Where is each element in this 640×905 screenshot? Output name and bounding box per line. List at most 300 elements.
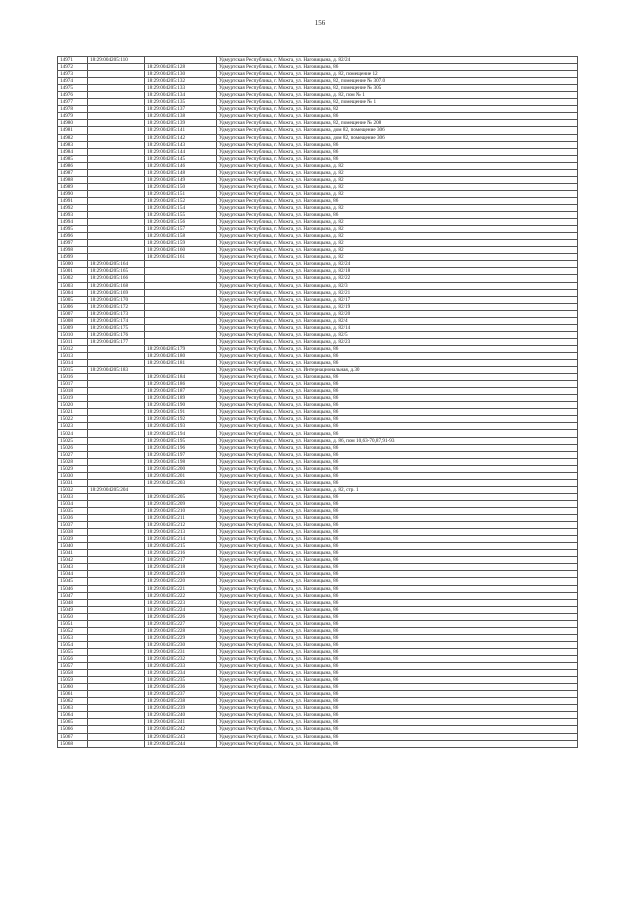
table-row bbox=[58, 705, 578, 712]
address-cell: Удмуртская Республика, г. Можга, ул. Наговицына, 86 bbox=[217, 740, 578, 747]
row-number-cell: 15050 bbox=[58, 613, 88, 620]
object-number-cell: 18:29:004205:130 bbox=[145, 71, 217, 78]
object-number-cell: 18:29:004205:145 bbox=[145, 155, 217, 162]
object-number-cell: 18:29:004205:201 bbox=[145, 472, 217, 479]
parcel-number-cell bbox=[88, 226, 145, 233]
object-number-cell: 18:29:004205:161 bbox=[145, 254, 217, 261]
address-cell: Удмуртская Республика, г. Можга, ул. Наговицына, 86 bbox=[217, 705, 578, 712]
address-cell: Удмуртская Республика, г. Можга, ул. Наговицына, 86 bbox=[217, 395, 578, 402]
row-number-cell: 15066 bbox=[58, 726, 88, 733]
object-number-cell: 18:29:004205:132 bbox=[145, 78, 217, 85]
row-number-cell: 14977 bbox=[58, 99, 88, 106]
row-number-cell: 15045 bbox=[58, 578, 88, 585]
address-cell: Удмуртская Республика, г. Можга, ул. Наговицына, 86 bbox=[217, 733, 578, 740]
parcel-number-cell bbox=[88, 134, 145, 141]
address-cell: Удмуртская Республика, г. Можга, ул. Наговицына, 86 bbox=[217, 381, 578, 388]
row-number-cell: 15009 bbox=[58, 324, 88, 331]
object-number-cell: 18:29:004205:198 bbox=[145, 458, 217, 465]
row-number-cell: 15034 bbox=[58, 500, 88, 507]
table-row bbox=[58, 296, 578, 303]
row-number-cell: 15024 bbox=[58, 430, 88, 437]
parcel-number-cell bbox=[88, 113, 145, 120]
parcel-number-cell bbox=[88, 204, 145, 211]
table-row bbox=[58, 648, 578, 655]
object-number-cell: 18:29:004205:210 bbox=[145, 508, 217, 515]
object-number-cell: 18:29:004205:212 bbox=[145, 522, 217, 529]
object-number-cell: 18:29:004205:142 bbox=[145, 134, 217, 141]
table-row bbox=[58, 268, 578, 275]
table-row bbox=[58, 529, 578, 536]
parcel-number-cell: 18:29:004205:168 bbox=[88, 282, 145, 289]
address-cell: Удмуртская Республика, г. Можга, ул. Наговицына, 86 bbox=[217, 543, 578, 550]
parcel-number-cell bbox=[88, 190, 145, 197]
parcel-number-cell bbox=[88, 733, 145, 740]
object-number-cell: 18:29:004205:152 bbox=[145, 197, 217, 204]
parcel-number-cell bbox=[88, 515, 145, 522]
object-number-cell: 18:29:004205:146 bbox=[145, 162, 217, 169]
parcel-number-cell: 18:29:004205:183 bbox=[88, 367, 145, 374]
row-number-cell: 15013 bbox=[58, 352, 88, 359]
parcel-number-cell bbox=[88, 508, 145, 515]
object-number-cell: 18:29:004205:220 bbox=[145, 578, 217, 585]
table-row bbox=[58, 148, 578, 155]
row-number-cell: 15054 bbox=[58, 641, 88, 648]
table-row bbox=[58, 169, 578, 176]
row-number-cell: 15019 bbox=[58, 395, 88, 402]
address-cell: Удмуртская Республика, г. Можга, ул. Наговицына, 86 bbox=[217, 641, 578, 648]
parcel-number-cell bbox=[88, 162, 145, 169]
address-cell: Удмуртская Республика, г. Можга, ул. Наговицына, 86 bbox=[217, 571, 578, 578]
table-row bbox=[58, 543, 578, 550]
address-cell: Удмуртская Республика, г. Можга, ул. Наговицына, 86 bbox=[217, 493, 578, 500]
parcel-number-cell bbox=[88, 472, 145, 479]
row-number-cell: 14972 bbox=[58, 64, 88, 71]
parcel-number-cell bbox=[88, 458, 145, 465]
row-number-cell: 15049 bbox=[58, 606, 88, 613]
object-number-cell: 18:29:004205:240 bbox=[145, 712, 217, 719]
object-number-cell: 18:29:004205:211 bbox=[145, 515, 217, 522]
row-number-cell: 15051 bbox=[58, 620, 88, 627]
address-cell: Удмуртская Республика, г. Можга, ул. Наговицына, д. 82/24 bbox=[217, 261, 578, 268]
object-number-cell bbox=[145, 261, 217, 268]
table-row bbox=[58, 317, 578, 324]
parcel-number-cell bbox=[88, 416, 145, 423]
object-number-cell: 18:29:004205:209 bbox=[145, 500, 217, 507]
parcel-number-cell: 18:29:004205:170 bbox=[88, 296, 145, 303]
address-cell: Удмуртская Республика, г. Можга, ул. Наговицына, 86 bbox=[217, 360, 578, 367]
parcel-number-cell: 18:29:004205:169 bbox=[88, 289, 145, 296]
row-number-cell: 15007 bbox=[58, 310, 88, 317]
address-cell: Удмуртская Республика, г. Можга, ул. Наговицына, 86 bbox=[217, 374, 578, 381]
row-number-cell: 15053 bbox=[58, 634, 88, 641]
table-row bbox=[58, 740, 578, 747]
address-cell: Удмуртская Республика, г. Можга, ул. Наговицына, д. 82/17 bbox=[217, 296, 578, 303]
address-cell: Удмуртская Республика, г. Можга, ул. Наговицына, 86 bbox=[217, 627, 578, 634]
parcel-number-cell bbox=[88, 423, 145, 430]
parcel-number-cell bbox=[88, 148, 145, 155]
row-number-cell: 14973 bbox=[58, 71, 88, 78]
row-number-cell: 14982 bbox=[58, 134, 88, 141]
row-number-cell: 15026 bbox=[58, 444, 88, 451]
table-row bbox=[58, 670, 578, 677]
object-number-cell: 18:29:004205:179 bbox=[145, 345, 217, 352]
object-number-cell bbox=[145, 486, 217, 493]
address-cell: Удмуртская Республика, г. Можга, ул. Наговицына, 86 bbox=[217, 634, 578, 641]
parcel-number-cell bbox=[88, 247, 145, 254]
object-number-cell: 18:29:004205:134 bbox=[145, 92, 217, 99]
row-number-cell: 15011 bbox=[58, 338, 88, 345]
address-cell: Удмуртская Республика, г. Можга, ул. Наговицына, 86 bbox=[217, 409, 578, 416]
row-number-cell: 15000 bbox=[58, 261, 88, 268]
object-number-cell: 18:29:004205:181 bbox=[145, 360, 217, 367]
address-cell: Удмуртская Республика, г. Можга, ул. Наговицына, 86 bbox=[217, 515, 578, 522]
object-number-cell: 18:29:004205:226 bbox=[145, 613, 217, 620]
object-number-cell: 18:29:004205:154 bbox=[145, 204, 217, 211]
parcel-number-cell bbox=[88, 613, 145, 620]
parcel-number-cell bbox=[88, 670, 145, 677]
object-number-cell: 18:29:004205:193 bbox=[145, 423, 217, 430]
address-cell: Удмуртская Республика, г. Можга, ул. Наговицына, 86 bbox=[217, 508, 578, 515]
object-number-cell bbox=[145, 282, 217, 289]
address-cell: Удмуртская Республика, г. Можга, ул. Наговицына, 86 bbox=[217, 500, 578, 507]
parcel-number-cell bbox=[88, 444, 145, 451]
row-number-cell: 15060 bbox=[58, 684, 88, 691]
table-row bbox=[58, 684, 578, 691]
address-cell: Удмуртская Республика, г. Можга, ул. Наговицына, д. 82 bbox=[217, 169, 578, 176]
address-cell: Удмуртская Республика, г. Можга, ул. Наговицына, д. 82/23 bbox=[217, 338, 578, 345]
table-row bbox=[58, 120, 578, 127]
parcel-number-cell bbox=[88, 155, 145, 162]
object-number-cell: 18:29:004205:221 bbox=[145, 585, 217, 592]
object-number-cell: 18:29:004205:230 bbox=[145, 641, 217, 648]
page-number: 156 bbox=[314, 19, 326, 27]
table-row bbox=[58, 444, 578, 451]
object-number-cell: 18:29:004205:194 bbox=[145, 430, 217, 437]
object-number-cell: 18:29:004205:190 bbox=[145, 402, 217, 409]
object-number-cell: 18:29:004205:149 bbox=[145, 176, 217, 183]
row-number-cell: 15017 bbox=[58, 381, 88, 388]
parcel-number-cell bbox=[88, 409, 145, 416]
parcel-number-cell bbox=[88, 677, 145, 684]
row-number-cell: 15041 bbox=[58, 550, 88, 557]
address-cell: Удмуртская Республика, г. Можга, ул. Наговицына, 86 bbox=[217, 451, 578, 458]
row-number-cell: 15036 bbox=[58, 515, 88, 522]
object-number-cell: 18:29:004205:217 bbox=[145, 557, 217, 564]
register-table bbox=[57, 56, 578, 748]
table-row bbox=[58, 57, 578, 64]
object-number-cell: 18:29:004205:150 bbox=[145, 183, 217, 190]
object-number-cell: 18:29:004205:218 bbox=[145, 564, 217, 571]
object-number-cell bbox=[145, 289, 217, 296]
row-number-cell: 14995 bbox=[58, 226, 88, 233]
table-row bbox=[58, 472, 578, 479]
table-row bbox=[58, 606, 578, 613]
object-number-cell: 18:29:004205:156 bbox=[145, 219, 217, 226]
table-row bbox=[58, 402, 578, 409]
object-number-cell: 18:29:004205:213 bbox=[145, 529, 217, 536]
address-cell: Удмуртская Республика, г. Можга, ул. Наговицына, 86 bbox=[217, 522, 578, 529]
parcel-number-cell bbox=[88, 388, 145, 395]
address-cell: Удмуртская Республика, г. Можга, ул. Наговицына, 86 bbox=[217, 606, 578, 613]
row-number-cell: 15022 bbox=[58, 416, 88, 423]
address-cell: Удмуртская Республика, г. Можга, ул. Наговицына, д. 82 bbox=[217, 226, 578, 233]
table-row bbox=[58, 395, 578, 402]
address-cell: Удмуртская Республика, г. Можга, ул. Наговицына, 86 bbox=[217, 113, 578, 120]
row-number-cell: 15044 bbox=[58, 571, 88, 578]
object-number-cell: 18:29:004205:235 bbox=[145, 677, 217, 684]
address-cell: Удмуртская Республика, г. Можга, ул. Наговицына, д. 82, стр. 1 bbox=[217, 486, 578, 493]
object-number-cell: 18:29:004205:237 bbox=[145, 691, 217, 698]
parcel-number-cell bbox=[88, 141, 145, 148]
parcel-number-cell bbox=[88, 627, 145, 634]
address-cell: Удмуртская Республика, г. Можга, ул. Наговицына, д. 86, пом 10,63-70,87,91-93 bbox=[217, 437, 578, 444]
object-number-cell: 18:29:004205:133 bbox=[145, 85, 217, 92]
table-row bbox=[58, 592, 578, 599]
address-cell: Удмуртская Республика, г. Можга, ул. Наговицына, 82, помещение № 307.0 bbox=[217, 78, 578, 85]
parcel-number-cell bbox=[88, 437, 145, 444]
table-row bbox=[58, 360, 578, 367]
table-row bbox=[58, 465, 578, 472]
parcel-number-cell bbox=[88, 479, 145, 486]
parcel-number-cell: 18:29:004205:174 bbox=[88, 317, 145, 324]
address-cell: Удмуртская Республика, г. Можга, ул. Наговицына, 82, помещение № 305 bbox=[217, 85, 578, 92]
table-row bbox=[58, 127, 578, 134]
address-cell: Удмуртская Республика, г. Можга, ул. Наговицына, 86 bbox=[217, 578, 578, 585]
parcel-number-cell: 18:29:004205:176 bbox=[88, 331, 145, 338]
object-number-cell: 18:29:004205:223 bbox=[145, 599, 217, 606]
object-number-cell bbox=[145, 317, 217, 324]
parcel-number-cell bbox=[88, 233, 145, 240]
address-cell: Удмуртская Республика, г. Можга, ул. Наговицына, 86 bbox=[217, 197, 578, 204]
address-cell: Удмуртская Республика, г. Можга, ул. Наговицына, д. 82 bbox=[217, 176, 578, 183]
table-row bbox=[58, 247, 578, 254]
address-cell: Удмуртская Республика, г. Можга, ул. Наговицына, д. 82 bbox=[217, 219, 578, 226]
row-number-cell: 14974 bbox=[58, 78, 88, 85]
object-number-cell: 18:29:004205:137 bbox=[145, 106, 217, 113]
table-row bbox=[58, 500, 578, 507]
parcel-number-cell bbox=[88, 620, 145, 627]
object-number-cell: 18:29:004205:186 bbox=[145, 381, 217, 388]
object-number-cell bbox=[145, 275, 217, 282]
object-number-cell: 18:29:004205:222 bbox=[145, 592, 217, 599]
address-cell: Удмуртская Республика, г. Можга, ул. Наговицына, д. 82/14 bbox=[217, 324, 578, 331]
address-cell: Удмуртская Республика, г. Можга, ул. Наговицына, д. 82/3 bbox=[217, 282, 578, 289]
address-cell: Удмуртская Республика, г. Можга, ул. Наговицына, 86 bbox=[217, 684, 578, 691]
row-number-cell: 15005 bbox=[58, 296, 88, 303]
parcel-number-cell bbox=[88, 606, 145, 613]
row-number-cell: 15043 bbox=[58, 564, 88, 571]
address-cell: Удмуртская Республика, г. Можга, ул. Наговицына, д. 82, пом № 1 bbox=[217, 92, 578, 99]
object-number-cell: 18:29:004205:197 bbox=[145, 451, 217, 458]
row-number-cell: 15004 bbox=[58, 289, 88, 296]
row-number-cell: 15046 bbox=[58, 585, 88, 592]
address-cell: Удмуртская Республика, г. Можга, ул. Наговицына, 86 bbox=[217, 472, 578, 479]
table-row bbox=[58, 423, 578, 430]
parcel-number-cell bbox=[88, 360, 145, 367]
parcel-number-cell bbox=[88, 536, 145, 543]
table-row bbox=[58, 634, 578, 641]
object-number-cell: 18:29:004205:241 bbox=[145, 719, 217, 726]
address-cell: Удмуртская Республика, г. Можга, ул. Наговицына, д. 82 bbox=[217, 190, 578, 197]
address-cell: Удмуртская Республика, г. Можга, ул. Наговицына, д. 82 bbox=[217, 247, 578, 254]
parcel-number-cell bbox=[88, 564, 145, 571]
object-number-cell: 18:29:004205:187 bbox=[145, 388, 217, 395]
row-number-cell: 15063 bbox=[58, 705, 88, 712]
parcel-number-cell: 18:29:004205:110 bbox=[88, 57, 145, 64]
object-number-cell: 18:29:004205:203 bbox=[145, 479, 217, 486]
row-number-cell: 15010 bbox=[58, 331, 88, 338]
object-number-cell: 18:29:004205:242 bbox=[145, 726, 217, 733]
object-number-cell: 18:29:004205:238 bbox=[145, 698, 217, 705]
parcel-number-cell bbox=[88, 634, 145, 641]
row-number-cell: 15067 bbox=[58, 733, 88, 740]
table-row bbox=[58, 641, 578, 648]
parcel-number-cell: 18:29:004205:164 bbox=[88, 261, 145, 268]
object-number-cell: 18:29:004205:236 bbox=[145, 684, 217, 691]
object-number-cell: 18:29:004205:159 bbox=[145, 240, 217, 247]
parcel-number-cell bbox=[88, 648, 145, 655]
table-row bbox=[58, 578, 578, 585]
parcel-number-cell bbox=[88, 345, 145, 352]
row-number-cell: 14991 bbox=[58, 197, 88, 204]
parcel-number-cell bbox=[88, 64, 145, 71]
object-number-cell bbox=[145, 57, 217, 64]
object-number-cell: 18:29:004205:215 bbox=[145, 543, 217, 550]
address-cell: Удмуртская Республика, г. Можга, ул. Наговицына, 86 bbox=[217, 677, 578, 684]
table-row bbox=[58, 106, 578, 113]
parcel-number-cell bbox=[88, 641, 145, 648]
row-number-cell: 15039 bbox=[58, 536, 88, 543]
parcel-number-cell bbox=[88, 85, 145, 92]
parcel-number-cell bbox=[88, 71, 145, 78]
object-number-cell: 18:29:004205:219 bbox=[145, 571, 217, 578]
parcel-number-cell bbox=[88, 78, 145, 85]
address-cell: Удмуртская Республика, г. Можга, ул. Наговицына, д. 82/24 bbox=[217, 57, 578, 64]
table-row bbox=[58, 204, 578, 211]
address-cell: Удмуртская Республика, г. Можга, ул. Наговицына, д. 82/18 bbox=[217, 268, 578, 275]
parcel-number-cell bbox=[88, 529, 145, 536]
parcel-number-cell bbox=[88, 240, 145, 247]
row-number-cell: 15048 bbox=[58, 599, 88, 606]
table-row bbox=[58, 85, 578, 92]
object-number-cell: 18:29:004205:200 bbox=[145, 465, 217, 472]
address-cell: Удмуртская Республика, г. Можга, ул. Наговицына, д. 82 bbox=[217, 233, 578, 240]
address-cell: Удмуртская Республика, г. Можга, ул. Наговицына, 86 bbox=[217, 557, 578, 564]
object-number-cell bbox=[145, 367, 217, 374]
parcel-number-cell: 18:29:004205:172 bbox=[88, 303, 145, 310]
address-cell: Удмуртская Республика, г. Можга, ул. Наговицына, 86 bbox=[217, 719, 578, 726]
parcel-number-cell bbox=[88, 522, 145, 529]
address-cell: Удмуртская Республика, г. Можга, ул. Наговицына, д. 82 bbox=[217, 204, 578, 211]
table-row bbox=[58, 374, 578, 381]
parcel-number-cell: 18:29:004205:165 bbox=[88, 268, 145, 275]
parcel-number-cell bbox=[88, 395, 145, 402]
object-number-cell: 18:29:004205:214 bbox=[145, 536, 217, 543]
address-cell: Удмуртская Республика, г. Можга, ул. Наговицына, 86 bbox=[217, 416, 578, 423]
table-row bbox=[58, 522, 578, 529]
parcel-number-cell bbox=[88, 571, 145, 578]
row-number-cell: 15023 bbox=[58, 423, 88, 430]
table-row bbox=[58, 416, 578, 423]
parcel-number-cell bbox=[88, 599, 145, 606]
object-number-cell: 18:29:004205:229 bbox=[145, 634, 217, 641]
object-number-cell: 18:29:004205:144 bbox=[145, 148, 217, 155]
parcel-number-cell bbox=[88, 183, 145, 190]
object-number-cell: 18:29:004205:228 bbox=[145, 627, 217, 634]
table-row bbox=[58, 78, 578, 85]
table-row bbox=[58, 183, 578, 190]
address-cell: Удмуртская Республика, г. Можга, ул. Наговицына, 86 bbox=[217, 458, 578, 465]
row-number-cell: 15001 bbox=[58, 268, 88, 275]
table-row bbox=[58, 92, 578, 99]
table-row bbox=[58, 536, 578, 543]
address-cell: Удмуртская Республика, г. Можга, ул. Наговицына, 82, помещение № 208 bbox=[217, 120, 578, 127]
table-row bbox=[58, 261, 578, 268]
object-number-cell: 18:29:004205:143 bbox=[145, 141, 217, 148]
row-number-cell: 14993 bbox=[58, 212, 88, 219]
row-number-cell: 15040 bbox=[58, 543, 88, 550]
table-row bbox=[58, 162, 578, 169]
address-cell: Удмуртская Республика, г. Можга, ул. Наговицына, 86 bbox=[217, 599, 578, 606]
table-row bbox=[58, 550, 578, 557]
table-row bbox=[58, 367, 578, 374]
register-table-body bbox=[58, 57, 578, 748]
parcel-number-cell bbox=[88, 254, 145, 261]
address-cell: Удмуртская Республика, г. Можга, ул. Наговицына, 82, помещение № 1 bbox=[217, 99, 578, 106]
row-number-cell: 15029 bbox=[58, 465, 88, 472]
row-number-cell: 15030 bbox=[58, 472, 88, 479]
address-cell: Удмуртская Республика, г. Можга, ул. Наговицына, дом 82, помещение 306 bbox=[217, 134, 578, 141]
row-number-cell: 14997 bbox=[58, 240, 88, 247]
table-row bbox=[58, 486, 578, 493]
row-number-cell: 15032 bbox=[58, 486, 88, 493]
object-number-cell: 18:29:004205:239 bbox=[145, 705, 217, 712]
table-row bbox=[58, 233, 578, 240]
parcel-number-cell bbox=[88, 374, 145, 381]
address-cell: Удмуртская Республика, г. Можга, ул. Наговицына, д. 82/20 bbox=[217, 310, 578, 317]
table-row bbox=[58, 719, 578, 726]
address-cell: Удмуртская Республика, г. Можга, ул. Наговицына, 86 bbox=[217, 620, 578, 627]
row-number-cell: 15038 bbox=[58, 529, 88, 536]
row-number-cell: 15012 bbox=[58, 345, 88, 352]
address-cell: Удмуртская Республика, г. Можга, ул. Наговицына, 86 bbox=[217, 465, 578, 472]
row-number-cell: 15057 bbox=[58, 663, 88, 670]
address-cell: Удмуртская Республика, г. Можга, ул. Наговицына, 86 bbox=[217, 402, 578, 409]
table-row bbox=[58, 99, 578, 106]
row-number-cell: 14985 bbox=[58, 155, 88, 162]
table-row bbox=[58, 712, 578, 719]
parcel-number-cell: 18:29:004205:166 bbox=[88, 275, 145, 282]
table-row bbox=[58, 190, 578, 197]
parcel-number-cell bbox=[88, 402, 145, 409]
address-cell: Удмуртская Республика, г. Можга, ул. Наговицына, 86 bbox=[217, 155, 578, 162]
parcel-number-cell bbox=[88, 655, 145, 662]
row-number-cell: 14996 bbox=[58, 233, 88, 240]
table-row bbox=[58, 331, 578, 338]
table-row bbox=[58, 134, 578, 141]
row-number-cell: 15037 bbox=[58, 522, 88, 529]
table-row bbox=[58, 655, 578, 662]
table-row bbox=[58, 381, 578, 388]
object-number-cell: 18:29:004205:224 bbox=[145, 606, 217, 613]
table-row bbox=[58, 338, 578, 345]
table-row bbox=[58, 698, 578, 705]
parcel-number-cell bbox=[88, 705, 145, 712]
table-row bbox=[58, 691, 578, 698]
row-number-cell: 14990 bbox=[58, 190, 88, 197]
row-number-cell: 15055 bbox=[58, 648, 88, 655]
row-number-cell: 15015 bbox=[58, 367, 88, 374]
